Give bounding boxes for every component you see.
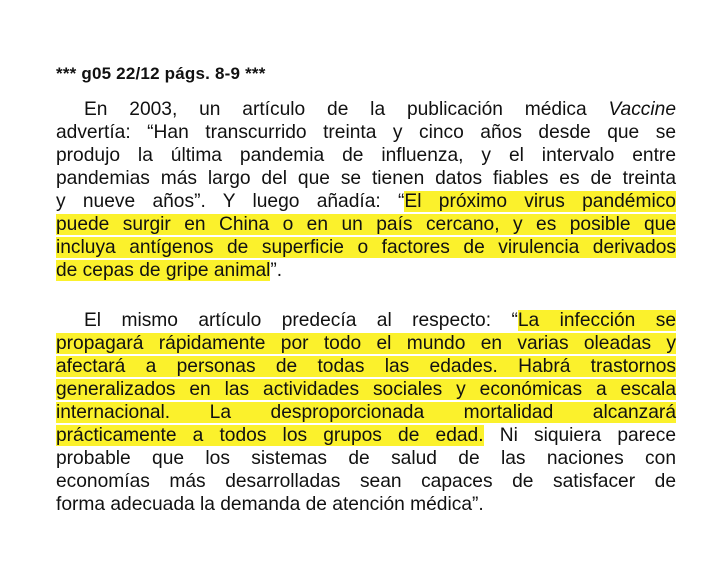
- highlighted-text: de cepas de gripe animal: [56, 260, 271, 281]
- text-line: [56, 144, 676, 167]
- text-line: [56, 121, 676, 144]
- text-line: [56, 213, 676, 236]
- line-text: Ni siquiera parece: [483, 425, 676, 446]
- line-text: pandemias más largo del que se tienen datos fiables es de treinta: [56, 168, 676, 189]
- line-text: En 2003, un artículo de la publicación médica: [84, 99, 609, 120]
- highlighted-text: propagará rápidamente por todo el mundo en varias oleadas y: [56, 333, 676, 354]
- reference-heading: *** g05 22/12 págs. 8-9 ***: [56, 64, 266, 83]
- highlighted-text: generalizados en las actividades sociales y económicas a escala: [56, 379, 676, 400]
- highlighted-text: afectará a personas de todas las edades. Habrá trastornos: [56, 356, 676, 377]
- highlighted-text: El próximo virus pandémico: [404, 191, 676, 212]
- text-line: [56, 470, 676, 493]
- highlighted-text: incluya antígenos de superficie o factores de virulencia derivados: [56, 237, 676, 258]
- text-line: [56, 493, 676, 516]
- paragraph-2: [56, 309, 676, 516]
- highlighted-text: internacional. La desproporcionada mortalidad alcanzará: [56, 402, 676, 423]
- line-text: produjo la última pandemia de influenza, y el intervalo entre: [56, 145, 676, 166]
- highlighted-text: puede surgir en China o en un país cercano, y es posible que: [56, 214, 676, 235]
- line-text: economías más desarrolladas sean capaces de satisfacer de: [56, 471, 676, 492]
- paragraph-1: [56, 98, 676, 282]
- line-text: advertía: “Han transcurrido treinta y cinco años desde que se: [56, 122, 676, 143]
- line-text: probable que los sistemas de salud de las naciones con: [56, 448, 676, 469]
- text-line: [56, 167, 676, 190]
- highlighted-text: prácticamente a todos los grupos de edad.: [56, 425, 484, 446]
- text-line: [56, 236, 676, 259]
- journal-name: Vaccine: [608, 99, 676, 120]
- text-line: [56, 378, 676, 401]
- line-text: El mismo artículo predecía al respecto: “: [84, 310, 518, 331]
- line-text: forma adecuada la demanda de atención médica”.: [56, 494, 484, 515]
- text-line: [56, 259, 676, 282]
- text-line: [56, 332, 676, 355]
- text-line: [56, 98, 676, 121]
- highlighted-text: La infección se: [517, 310, 676, 331]
- line-text: y nueve años”. Y luego añadía: “: [56, 191, 405, 212]
- text-line: [56, 355, 676, 378]
- text-line: [56, 190, 676, 213]
- line-text: ”.: [270, 260, 283, 281]
- text-line: [56, 309, 676, 332]
- text-line: [56, 424, 676, 447]
- text-line: [56, 447, 676, 470]
- text-line: [56, 401, 676, 424]
